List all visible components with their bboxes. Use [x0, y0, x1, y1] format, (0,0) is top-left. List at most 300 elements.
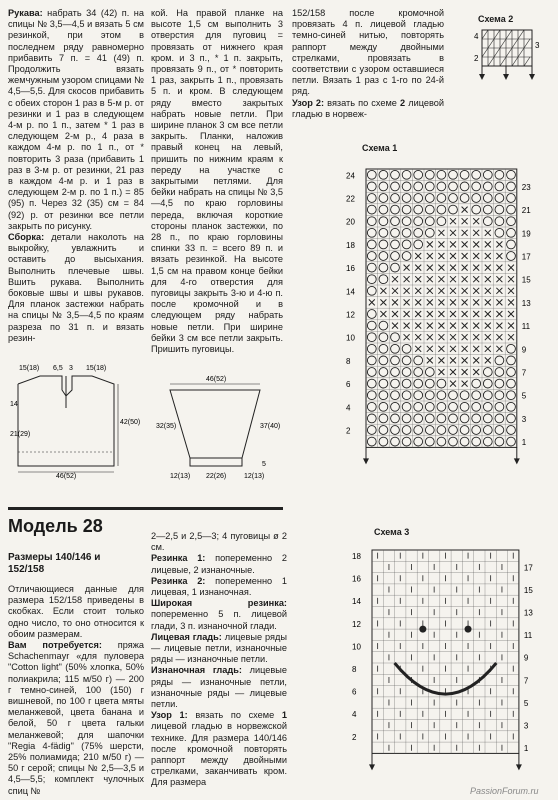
paragraph-assembly: Сборка: детали наколоть на выкройку, увлажнить и оставить до высыхания. Выполнить плечевые швы. Вшить рукава. Выполнить боковые швы и швы рукавов. Для планок застежки набрать на спицы № 3,5—4,5 по краям разреза по 31 п. и вязать резин- [8, 232, 144, 343]
circle-symbol [391, 182, 400, 191]
cross-symbol [392, 323, 398, 329]
cross-symbol [462, 381, 468, 387]
circle-symbol [367, 344, 376, 353]
front-dim-top-left: 15(18) [19, 365, 40, 372]
circle-symbol [425, 368, 434, 377]
circle-symbol [483, 182, 492, 191]
circle-symbol [402, 437, 411, 446]
cross-symbol [485, 357, 491, 363]
circle-symbol [495, 228, 504, 237]
circle-symbol [495, 356, 504, 365]
schema2-row-label: 4 [474, 32, 479, 41]
cross-symbol [438, 369, 444, 375]
circle-symbol [379, 217, 388, 226]
circle-symbol [391, 426, 400, 435]
schema1-row-label: 10 [346, 333, 355, 343]
cross-symbol [462, 299, 468, 305]
schema1-title: Схема 1 [362, 143, 398, 153]
cross-symbol [508, 311, 514, 317]
circle-symbol [414, 391, 423, 400]
circle-symbol [495, 217, 504, 226]
cross-symbol [508, 334, 514, 340]
circle-symbol [402, 182, 411, 191]
circle-symbol [460, 402, 469, 411]
cross-symbol [450, 288, 456, 294]
sleeve-pattern-diagram [148, 372, 281, 492]
circle-symbol [460, 391, 469, 400]
cross-symbol [496, 265, 502, 271]
schema1-row-label: 6 [346, 380, 351, 390]
cross-symbol [496, 299, 502, 305]
circle-symbol [507, 344, 516, 353]
circle-symbol [437, 426, 446, 435]
schema1-row-label: 23 [521, 182, 531, 192]
schema1-row-label: 7 [521, 368, 527, 378]
circle-symbol [379, 333, 388, 342]
schema3-row-label: 6 [352, 687, 357, 697]
cross-symbol [392, 311, 398, 317]
cross-symbol [508, 323, 514, 329]
circle-symbol [379, 426, 388, 435]
schema3-row-label: 3 [523, 721, 529, 731]
schema1-chart [344, 155, 534, 495]
circle-symbol [402, 391, 411, 400]
circle-symbol [414, 379, 423, 388]
cross-symbol [450, 218, 456, 224]
paragraph-sleeves: Рукава: набрать 34 (42) п. на спицы № 3,5—4,5 и вязать 5 см резинкой, при этом в последнем ряду равномерно прибавить 7 п. = 41 (49) п. Продолжить вязать жемчужным узором спицами № 4,5—5,5. Для скосов прибавить с обеих сторон 1 раз в 5-м р. от резинки и 1 раз в следующем 4-м р. по 1 п., затем * 1 раз в следующем 2-м р., 4 раза в каждом 4-м р. по 1 п., от * повторить 3 раза (прибавить 1 раз в 3-м р. от резинки, 21 раз в каждом 4-м р. и 1 раз в следующем 2-м р. по 1 п.) = 85 (95) п. Через 32 (35) см = 84 (92) р. от резинки все петли закрыть по рисунку. [8, 8, 144, 231]
circle-symbol [495, 194, 504, 203]
model-sizes: Размеры 140/146 и 152/158 [8, 552, 101, 575]
circle-symbol [507, 194, 516, 203]
circle-symbol [402, 356, 411, 365]
eye-symbol [465, 626, 472, 633]
sleeve-dim-top: 46(52) [206, 376, 227, 383]
circle-symbol [507, 426, 516, 435]
schema1-row-label: 13 [521, 298, 531, 308]
circle-symbol [460, 437, 469, 446]
cross-symbol [415, 311, 421, 317]
circle-symbol [507, 182, 516, 191]
schema1-row-label: 9 [521, 345, 527, 355]
cross-symbol [415, 265, 421, 271]
text-column-stitches [151, 531, 287, 789]
cross-symbol [496, 288, 502, 294]
cross-symbol [438, 346, 444, 352]
circle-symbol [391, 205, 400, 214]
circle-symbol [507, 240, 516, 249]
paragraph-pattern1-cont: 152/158 после кромочной провязать 4 п. лицевой гладью темно-синей нитью, повторять раппорт между двойными стрелками, провязать в соответствии с узором оставшиеся петли. Вязать 1 раз с 1-го по 24-й ряд. [292, 8, 444, 97]
circle-symbol [379, 379, 388, 388]
schema1-row-label: 22 [346, 194, 355, 204]
circle-symbol [367, 182, 376, 191]
schema3-row-label: 2 [352, 732, 357, 742]
schema2-row-label: 2 [474, 54, 479, 63]
circle-symbol [367, 228, 376, 237]
circle-symbol [507, 252, 516, 261]
cross-symbol [473, 253, 479, 259]
circle-symbol [437, 379, 446, 388]
cross-symbol [485, 230, 491, 236]
cross-symbol [450, 311, 456, 317]
circle-symbol [414, 217, 423, 226]
schema1-row-label: 20 [346, 217, 355, 227]
circle-symbol [425, 379, 434, 388]
circle-symbol [379, 182, 388, 191]
schema1-row-label: 11 [521, 322, 531, 332]
circle-symbol [507, 437, 516, 446]
cross-symbol [450, 346, 456, 352]
circle-symbol [483, 217, 492, 226]
paragraph-pattern1: Узор 1: вязать по схеме 1 лицевой гладью в норвежской технике. Для размера 140/146 после кромочной повторять раппорт между двойными стрелками, заканчивать кром. Для размера [151, 710, 287, 788]
schema1-row-label: 15 [521, 275, 531, 285]
circle-symbol [472, 182, 481, 191]
cross-symbol [508, 265, 514, 271]
circle-symbol [379, 194, 388, 203]
circle-symbol [402, 205, 411, 214]
text-column-placket [151, 8, 283, 355]
circle-symbol [495, 437, 504, 446]
circle-symbol [507, 402, 516, 411]
cross-symbol [415, 253, 421, 259]
circle-symbol [379, 321, 388, 330]
cross-symbol [462, 207, 468, 213]
circle-symbol [483, 437, 492, 446]
schema1-row-label: 16 [346, 264, 355, 274]
paragraph-sizes-note: Отличающиеся данные для размера 152/158 приведены в скобках. Если стоит только одно число, то оно относится к обоим размерам. [8, 584, 144, 639]
cross-symbol [462, 288, 468, 294]
circle-symbol [437, 402, 446, 411]
circle-symbol [472, 379, 481, 388]
circle-symbol [379, 437, 388, 446]
circle-symbol [449, 182, 458, 191]
circle-symbol [391, 414, 400, 423]
circle-symbol [460, 194, 469, 203]
cross-symbol [450, 276, 456, 282]
sleeve-dim-bottom-right: 12(13) [244, 473, 265, 480]
circle-symbol [472, 170, 481, 179]
paragraph-materials: Вам потребуется: пряжа Schachenmayr «для пуловера "Cotton light" (50% хлопка, 50% полиакрила; 115 м/50 г) — 200 г темно-синей, 100 (150) г вишневой, по 100 г цвета мяты меланжевой, цвета банана и белой, 50 г цвета гальки меланжевой; для шапочки "Regia 4-fädig" (75% шерсти, 25% полиамида; 210 м/50 г) — 50 г серой; спицы № 2,5—3,5 и 4,5—5,5; комплект чулочных спиц № [8, 640, 144, 796]
circle-symbol [367, 321, 376, 330]
circle-symbol [391, 402, 400, 411]
cross-symbol [496, 323, 502, 329]
arrow-head [363, 458, 369, 464]
circle-symbol [379, 240, 388, 249]
text-column-pattern1 [292, 8, 444, 120]
circle-symbol [402, 344, 411, 353]
cross-symbol [380, 299, 386, 305]
circle-symbol [414, 402, 423, 411]
circle-symbol [391, 217, 400, 226]
cross-symbol [438, 241, 444, 247]
schema1-row-label: 2 [346, 426, 351, 436]
paragraph-rib2: Резинка 2: попеременно 1 лицевая, 1 изнаночная. [151, 575, 287, 598]
circle-symbol [367, 240, 376, 249]
cross-symbol [473, 357, 479, 363]
circle-symbol [391, 170, 400, 179]
cross-symbol [473, 323, 479, 329]
cross-symbol [485, 265, 491, 271]
cross-symbol [485, 346, 491, 352]
cross-symbol [427, 334, 433, 340]
cross-symbol [438, 311, 444, 317]
circle-symbol [472, 437, 481, 446]
cross-symbol [485, 288, 491, 294]
circle-symbol [402, 170, 411, 179]
circle-symbol [414, 356, 423, 365]
circle-symbol [437, 182, 446, 191]
cross-symbol [462, 265, 468, 271]
schema3-row-label: 5 [523, 698, 529, 708]
circle-symbol [425, 426, 434, 435]
circle-symbol [414, 194, 423, 203]
cross-symbol [485, 276, 491, 282]
cross-symbol [438, 253, 444, 259]
circle-symbol [379, 344, 388, 353]
circle-symbol [449, 426, 458, 435]
circle-symbol [367, 263, 376, 272]
paragraph-buttons: 2—2,5 и 2,5—3; 4 пуговицы ø 2 см. [151, 531, 287, 553]
paragraph-pattern2: Узор 2: вязать по схеме 2 лицевой гладью в норвеж- [292, 97, 444, 119]
cross-symbol [473, 311, 479, 317]
cross-symbol [473, 265, 479, 271]
circle-symbol [367, 252, 376, 261]
cross-symbol [415, 299, 421, 305]
circle-symbol [414, 182, 423, 191]
cross-symbol [496, 253, 502, 259]
schema1-row-label: 4 [346, 403, 351, 413]
cross-symbol [462, 334, 468, 340]
cross-symbol [462, 241, 468, 247]
circle-symbol [449, 437, 458, 446]
circle-symbol [391, 333, 400, 342]
cross-symbol [438, 334, 444, 340]
circle-symbol [483, 170, 492, 179]
cross-symbol [404, 265, 410, 271]
circle-symbol [425, 205, 434, 214]
schema3-row-label: 1 [523, 744, 529, 754]
circle-symbol [379, 356, 388, 365]
cross-symbol [462, 346, 468, 352]
circle-symbol [379, 414, 388, 423]
cross-symbol [369, 299, 375, 305]
cross-symbol [427, 288, 433, 294]
circle-symbol [367, 437, 376, 446]
arrow-head [369, 764, 375, 770]
cross-symbol [427, 253, 433, 259]
cross-symbol [508, 299, 514, 305]
circle-symbol [425, 391, 434, 400]
cross-symbol [404, 288, 410, 294]
paragraph-reverse: Изнаночная гладь: лицевые ряды — изнаночные петли, изнаночные ряды — лицевые петли. [151, 665, 287, 710]
circle-symbol [507, 205, 516, 214]
cross-symbol [473, 299, 479, 305]
circle-symbol [495, 368, 504, 377]
circle-symbol [379, 368, 388, 377]
model-title: Модель 28 [8, 516, 103, 536]
schema3-title: Схема 3 [374, 527, 410, 537]
circle-symbol [379, 402, 388, 411]
schema3-row-label: 8 [352, 665, 357, 675]
circle-symbol [425, 228, 434, 237]
circle-symbol [507, 391, 516, 400]
circle-symbol [367, 391, 376, 400]
circle-symbol [414, 368, 423, 377]
cross-symbol [496, 346, 502, 352]
cross-symbol [485, 323, 491, 329]
circle-symbol [379, 275, 388, 284]
circle-symbol [391, 263, 400, 272]
cross-symbol [404, 299, 410, 305]
circle-symbol [414, 240, 423, 249]
circle-symbol [391, 240, 400, 249]
cross-symbol [427, 346, 433, 352]
cross-symbol [392, 288, 398, 294]
circle-symbol [483, 379, 492, 388]
cross-symbol [427, 265, 433, 271]
circle-symbol [460, 414, 469, 423]
schema1-row-label: 3 [521, 414, 527, 424]
schema1-row-label: 1 [521, 438, 527, 448]
cross-symbol [462, 323, 468, 329]
circle-symbol [507, 379, 516, 388]
cross-symbol [438, 323, 444, 329]
paragraph-placket: кой. На правой планке на высоте 1,5 см выполнить 3 отверстия для пуговиц = провязать от нижнего края кром. и 3 п., * 1 п. закрыть, провязать 9 п., от * повторить 1 раз, закрыть 1 п., провязать 5 п. и кром. В следующем ряду вместо закрытых набрать новые петли. При ширине планок 3 см все петли закрыть. Планки, наложив правый конец на левый, пришить по нижним краям к переду на участке с закрытыми петлями. Для бейки набрать на спицы № 3,5—4,5 по краю горловины переда, включая короткие стороны планок застежки, по 28 п., по краю горловины спинки 33 п. = всего 89 п. и вязать резинкой. На высоте 1,5 см на правом конце бейки для 4-го отверстия для пуговицы закрыть 3-ю и 4-ю п. после кромочной и в следующем ряду набрать новые петли. При ширине бейки 3 см все петли закрыть. Пришить пуговицы. [151, 8, 283, 355]
schema3-row-label: 7 [523, 676, 529, 686]
cross-symbol [450, 381, 456, 387]
circle-symbol [367, 426, 376, 435]
schema3-row-label: 16 [352, 574, 361, 584]
front-dim-top-mid2: 3 [69, 365, 73, 372]
circle-symbol [367, 368, 376, 377]
cross-symbol [392, 299, 398, 305]
cross-symbol [485, 334, 491, 340]
schema3-row-label: 18 [352, 552, 361, 562]
circle-symbol [449, 170, 458, 179]
circle-symbol [472, 205, 481, 214]
circle-symbol [414, 426, 423, 435]
cross-symbol [415, 346, 421, 352]
cross-symbol [450, 323, 456, 329]
schema1-row-label: 18 [346, 240, 355, 250]
cross-symbol [438, 357, 444, 363]
cross-symbol [508, 288, 514, 294]
cross-symbol [450, 253, 456, 259]
circle-symbol [367, 286, 376, 295]
circle-symbol [460, 182, 469, 191]
cross-symbol [450, 369, 456, 375]
cross-symbol [438, 288, 444, 294]
circle-symbol [379, 252, 388, 261]
cross-symbol [415, 323, 421, 329]
cross-symbol [380, 288, 386, 294]
circle-symbol [507, 414, 516, 423]
front-dim-left-lower: 21(29) [10, 431, 31, 438]
schema3-row-label: 15 [523, 585, 533, 595]
cross-symbol [462, 311, 468, 317]
circle-symbol [391, 391, 400, 400]
circle-symbol [402, 194, 411, 203]
cross-symbol [404, 334, 410, 340]
circle-symbol [367, 217, 376, 226]
circle-symbol [414, 228, 423, 237]
cross-symbol [450, 299, 456, 305]
circle-symbol [391, 252, 400, 261]
schema1-row-label: 14 [346, 287, 355, 297]
front-dim-right: 42(50) [120, 419, 141, 426]
arrow-head [514, 458, 520, 464]
schema1-row-label: 12 [346, 310, 355, 320]
circle-symbol [391, 368, 400, 377]
circle-symbol [472, 414, 481, 423]
cross-symbol [473, 218, 479, 224]
circle-symbol [449, 391, 458, 400]
circle-symbol [379, 391, 388, 400]
cross-symbol [496, 276, 502, 282]
cross-symbol [473, 369, 479, 375]
circle-symbol [449, 205, 458, 214]
circle-symbol [402, 368, 411, 377]
circle-symbol [495, 402, 504, 411]
circle-symbol [449, 414, 458, 423]
schema3-row-label: 14 [352, 597, 361, 607]
circle-symbol [495, 205, 504, 214]
circle-symbol [483, 426, 492, 435]
sleeve-dim-cuff: 5 [262, 461, 266, 468]
cross-symbol [473, 230, 479, 236]
cross-symbol [450, 241, 456, 247]
circle-symbol [437, 437, 446, 446]
circle-symbol [379, 170, 388, 179]
circle-symbol [507, 356, 516, 365]
cross-symbol [392, 276, 398, 282]
cross-symbol [404, 311, 410, 317]
circle-symbol [414, 170, 423, 179]
cross-symbol [438, 276, 444, 282]
circle-symbol [425, 217, 434, 226]
front-dim-left-upper: 14 [10, 401, 18, 408]
cross-symbol [427, 311, 433, 317]
schema2-title: Схема 2 [478, 14, 514, 24]
circle-symbol [414, 414, 423, 423]
cross-symbol [427, 276, 433, 282]
schema3-row-label: 9 [523, 653, 529, 663]
circle-symbol [367, 194, 376, 203]
circle-symbol [495, 170, 504, 179]
circle-symbol [495, 182, 504, 191]
schema2-chart [470, 26, 540, 82]
circle-symbol [367, 414, 376, 423]
cross-symbol [485, 311, 491, 317]
schema3-row-label: 13 [523, 608, 533, 618]
cross-symbol [485, 241, 491, 247]
schema3-row-label: 10 [352, 642, 361, 652]
front-dim-bottom: 46(52) [56, 473, 77, 480]
circle-symbol [483, 368, 492, 377]
circle-symbol [367, 356, 376, 365]
circle-symbol [402, 217, 411, 226]
paragraph-stockinette: Лицевая гладь: лицевые ряды — лицевые петли, изнаночные ряды — изнаночные петли. [151, 631, 287, 665]
cross-symbol [462, 253, 468, 259]
circle-symbol [402, 379, 411, 388]
circle-symbol [379, 205, 388, 214]
cross-symbol [438, 299, 444, 305]
paragraph-wide-rib: Широкая резинка: попеременно 5 п. лицевой глади, 3 п. изнаночной глади. [151, 598, 287, 631]
circle-symbol [507, 217, 516, 226]
circle-symbol [437, 414, 446, 423]
cross-symbol [404, 323, 410, 329]
circle-symbol [460, 426, 469, 435]
circle-symbol [437, 194, 446, 203]
